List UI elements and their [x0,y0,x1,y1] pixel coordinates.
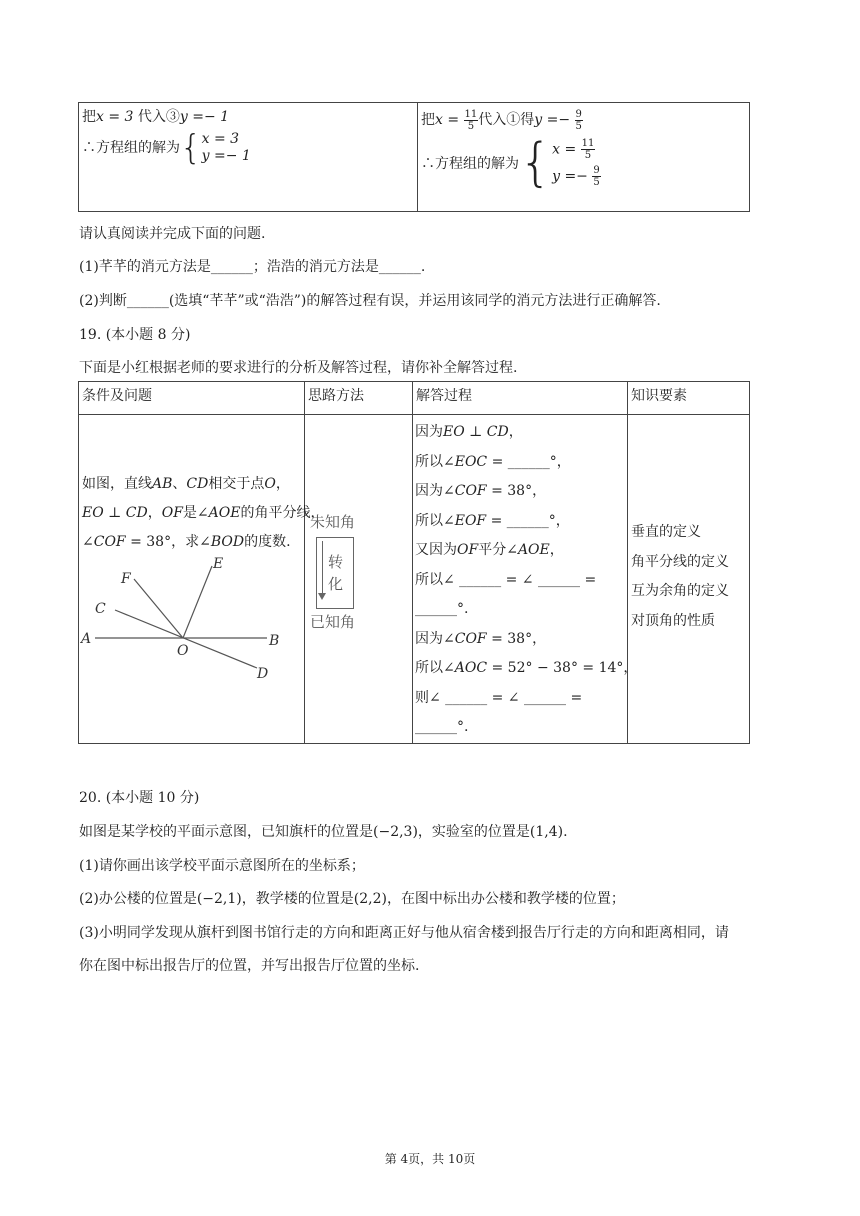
right-brace: { [519,133,553,193]
fraction-11-5: $\frac{11}{5}$ [464,108,478,132]
fraction-9-5: $\frac{9}{5}$ [575,108,582,132]
left-substitute-line: 把x = 3 代入③y =− 1 [82,109,230,125]
condition-text: 如图，直线AB、CD相交于点O， EO ⊥ CD，OF是∠AOE的角平分线， ∠COF = 38°，求∠BOD的度数. [82,476,325,550]
fraction-11-5-b: $\frac{11}{5}$ [581,138,595,161]
left-brace: { [180,128,202,168]
label-B: B [269,633,280,649]
label-D: D [257,666,269,682]
knowledge-list [631,518,729,636]
method-diagram [308,507,408,637]
header-condition: 条件及问题 [82,388,152,404]
label-C: C [95,601,106,617]
q20-intro: 如图是某学校的平面示意图，已知旗杆的位置是(−2,3)，实验室的位置是(1,4). [79,824,568,840]
right-cell [421,107,601,193]
q18-part2: (2)判断______(选填“芊芊”或“浩浩”)的解答过程有误，并运用该同学的消元方法进行正确解答. [79,293,661,309]
q20-part1: (1)请你画出该学校平面示意图所在的坐标系； [79,858,365,874]
table-divider [417,103,418,211]
header-knowledge: 知识要素 [631,388,687,404]
q19-table [78,381,750,744]
knowledge-item: 对顶角的性质 [631,612,715,629]
fraction-9-5-b: $\frac{9}{5}$ [593,165,600,188]
ray-OE [183,566,212,638]
method-known-angle: 已知角 [310,613,356,631]
header-method: 思路方法 [308,388,364,404]
q19-intro: 下面是小红根据老师的要求进行的分析及解答过程，请你补全解答过程. [79,360,518,376]
q20-part3-line1: (3)小明同学发现从旗杆到图书馆行走的方向和距离正好与他从宿舍楼到报告厅行走的方向和距离相同，请 [79,925,729,941]
solution-steps: 因为EO ⊥ CD， 所以∠EOC = ______°， 因为∠COF = 38°， 所以∠EOF = ______°， 又因为OF平分∠AOE， 所以∠ ______ = ∠ ______ = ______°. 因为∠COF = 38°， 所以∠AOC = 52° − 38° = 14°， 则∠ ______ = ∠ ______ = ______°. [415,424,638,735]
q20-title: 20. (本小题 10 分) [79,790,200,806]
col-divider-1 [304,382,305,743]
line-CD [115,610,257,668]
q18-intro: 请认真阅读并完成下面的问题. [79,226,266,242]
arrow-head [318,593,326,600]
q20-part3-line2: 你在图中标出报告厅的位置，并写出报告厅位置的坐标. [79,958,420,974]
ray-OF [134,579,183,638]
header-solution: 解答过程 [416,388,472,404]
method-arrow [322,541,323,595]
right-solution-line: ∴方程组的解为 { x = $\frac{11}{5}$ y =− $\frac{9}{5}$ [421,133,600,193]
label-E: E [213,556,224,572]
q19-title: 19. (本小题 8 分) [79,327,191,343]
label-O: O [177,643,189,659]
method-unknown-angle: 未知角 [310,513,356,531]
method-transform-2: 化 [328,575,344,593]
right-substitute-line: 把x = $\frac{11}{5}$ 代入①得y =− $\frac{9}{5}$ [421,108,582,132]
header-divider [79,414,749,415]
q20-part2: (2)办公楼的位置是(−2,1)，教学楼的位置是(2,2)，在图中标出办公楼和教学楼的位置； [79,891,625,907]
label-F: F [121,571,131,587]
geometry-figure [79,554,299,684]
q18-part1: (1)芊芊的消元方法是______；浩浩的消元方法是______. [79,259,426,275]
page-footer: 第 4页，共 10页 [384,1152,476,1166]
knowledge-item: 互为余角的定义 [631,583,729,599]
knowledge-item: 垂直的定义 [631,524,701,540]
knowledge-item: 角平分线的定义 [631,553,729,570]
method-transform-1: 转 [328,553,344,571]
left-cell [82,107,251,168]
label-A: A [81,631,92,647]
left-solution-line: ∴方程组的解为 { x = 3 y =− 1 [82,128,251,168]
col-divider-2 [412,382,413,743]
top-solution-table [78,102,750,212]
